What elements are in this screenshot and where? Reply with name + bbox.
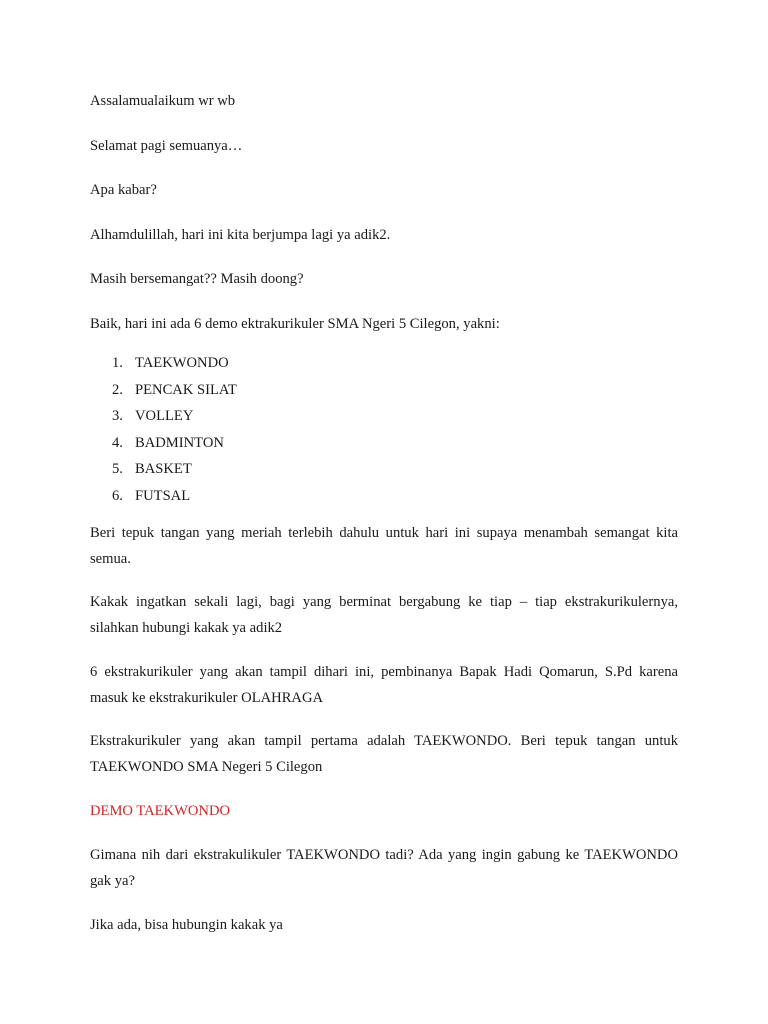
list-item	[90, 483, 678, 510]
list-item	[90, 377, 678, 404]
list-item	[90, 350, 678, 377]
document-body	[90, 88, 678, 956]
list-item	[90, 456, 678, 483]
list-item-number: 4.	[112, 434, 123, 451]
applause-text: Beri tepuk tangan yang meriah terlebih dahulu untuk hari ini supaya menambah semangat kita semua.	[90, 524, 678, 567]
list-item-label: BADMINTON	[135, 434, 224, 451]
how-are-you-text: Apa kabar?	[90, 182, 157, 198]
intro-text: Baik, hari ini ada 6 demo ektrakurikuler SMA Ngeri 5 Cilegon, yakni:	[90, 315, 500, 332]
first-show-text: Ekstrakurikuler yang akan tampil pertama adalah TAEKWONDO. Beri tepuk tangan untuk TAEKWONDO SMA Negeri 5 Cilegon	[90, 733, 678, 776]
list-item-number: 1.	[112, 355, 123, 371]
list-item-number: 2.	[112, 381, 123, 398]
alhamdulillah-text: Alhamdulillah, hari ini kita berjumpa lagi ya adik2.	[90, 226, 391, 243]
list-item-label: BASKET	[135, 461, 192, 478]
extracurricular-list	[90, 350, 678, 510]
contact-text: Jika ada, bisa hubungin kakak ya	[90, 916, 283, 933]
list-item	[90, 403, 678, 430]
question-text: Gimana nih dari ekstrakulikuler TAEKWONDO tadi? Ada yang ingin gabung ke TAEKWONDO gak ya?	[90, 847, 678, 890]
list-item-number: 6.	[112, 487, 123, 504]
list-item-number: 5.	[112, 461, 123, 478]
list-item	[90, 430, 678, 457]
coach-text: 6 ekstrakurikuler yang akan tampil dihari ini, pembinanya Bapak Hadi Qomarun, S.Pd karena masuk ke ekstrakurikuler OLAHRAGA	[90, 663, 678, 706]
list-item-label: FUTSAL	[135, 487, 191, 504]
reminder-text: Kakak ingatkan sekali lagi, bagi yang berminat bergabung ke tiap – tiap ekstrakurikulernya, silahkan hubungi kakak ya adik2	[90, 594, 678, 637]
list-item-label: PENCAK SILAT	[135, 381, 237, 398]
spirit-text: Masih bersemangat?? Masih doong?	[90, 271, 304, 287]
demo-heading: DEMO TAEKWONDO	[90, 802, 231, 819]
list-item-label: VOLLEY	[135, 408, 194, 425]
list-item-number: 3.	[112, 408, 123, 425]
good-morning-text: Selamat pagi semuanya…	[90, 137, 243, 154]
greeting-text: Assalamualaikum wr wb	[90, 93, 236, 109]
list-item-label: TAEKWONDO	[135, 355, 229, 371]
